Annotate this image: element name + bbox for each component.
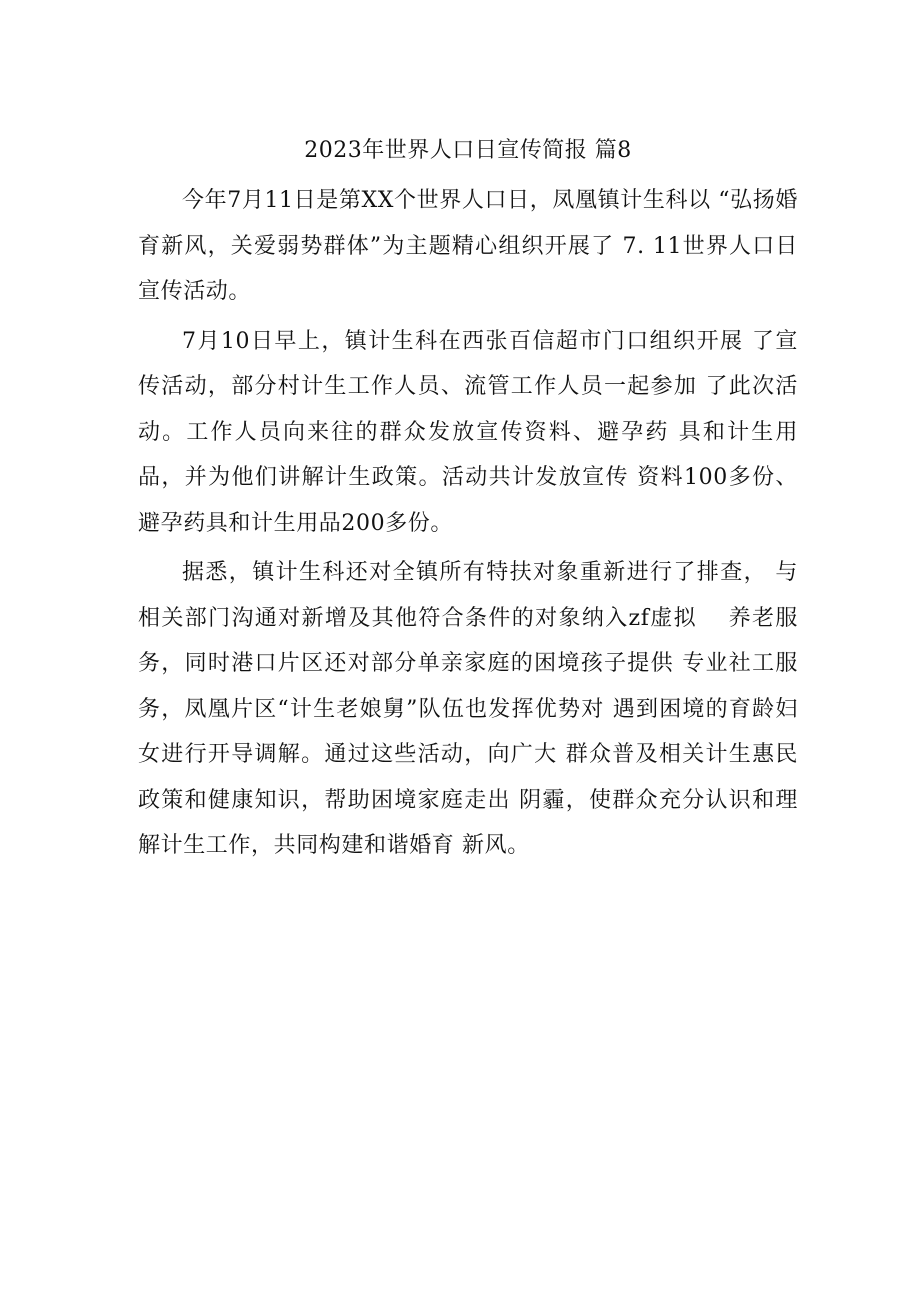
- paragraph-3: 据悉，镇计生科还对全镇所有特扶对象重新进行了排查， 与相关部门沟通对新增及其他符合条件的对象纳入zf虚拟 养老服务，同时港口片区还对部分单亲家庭的困境孩子提供 专业社工服务，凤凰片区“计生老娘舅”队伍也发挥优势对 遇到困境的育龄妇女进行开导调解。通过这些活动，向广大 群众普及相关计生惠民政策和健康知识，帮助困境家庭走出 阴霾，使群众充分认识和理解计生工作，共同构建和谐婚育 新风。: [138, 560, 798, 858]
- paragraph-1: 今年7月11日是第XX个世界人口日，凤凰镇计生科以 “弘扬婚育新风，关爱弱势群体”为主题精心组织开展了 7. 11世界人口日宣传活动。: [138, 188, 798, 304]
- document-page: [138, 128, 798, 873]
- document-title: 2023年世界人口日宣传简报 篇8: [304, 138, 632, 163]
- paragraph-2: 7月10日早上，镇计生科在西张百信超市门口组织开展 了宣传活动，部分村计生工作人员、流管工作人员一起参加 了此次活动。工作人员向来往的群众发放宣传资料、避孕药 具和计生用品，并为他们讲解计生政策。活动共计发放宣传 资料100多份、避孕药具和计生用品200多份。: [138, 328, 798, 536]
